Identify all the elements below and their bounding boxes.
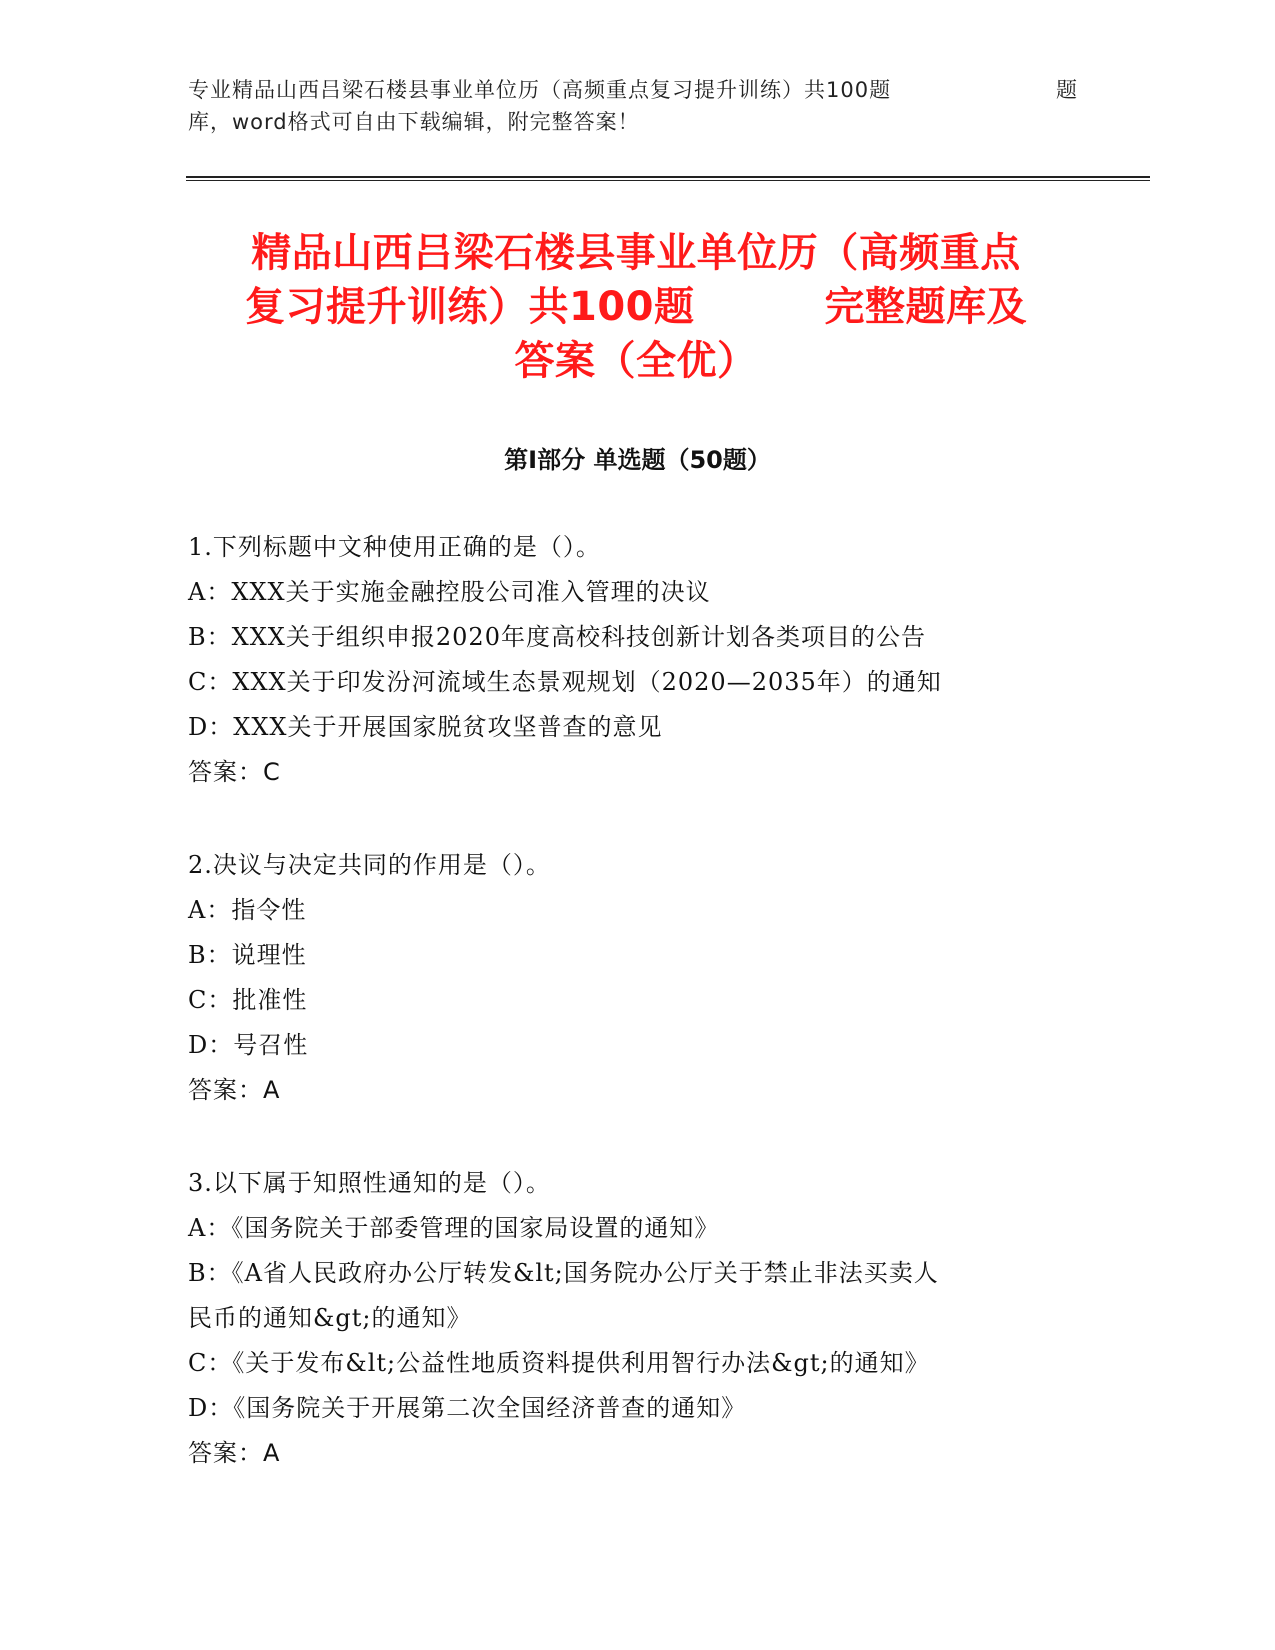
option-a: A：XXX关于实施金融控股公司准入管理的决议 [188,578,711,606]
title-line-2-right: 完整题库及 [824,284,1027,330]
option-d: D：XXX关于开展国家脱贫攻坚普查的意见 [188,713,663,741]
option-c: C：《关于发布&lt;公益性地质资料提供利用智行办法&gt;的通知》 [188,1349,930,1377]
title-line-1: 精品山西吕梁石楼县事业单位历（高频重点 [251,230,1021,276]
header-note-line1-tail: 题 [1056,78,1078,102]
header-note-line2: 库，word格式可自由下载编辑，附完整答案！ [188,110,640,134]
option-d: D：号召性 [188,1031,309,1059]
question-1 [188,525,1088,795]
header-divider [186,176,1150,181]
option-c: C：批准性 [188,986,308,1014]
question-stem: 2.决议与决定共同的作用是（）。 [188,851,551,879]
title-line-2 [186,280,1086,334]
option-b-continued: 民币的通知&gt;的通知》 [188,1304,472,1332]
option-b: B：说理性 [188,941,307,969]
answer: 答案：A [188,1439,281,1467]
option-b: B：XXX关于组织申报2020年度高校科技创新计划各类项目的公告 [188,623,926,651]
question-3 [188,1161,1088,1476]
document-title [186,226,1086,388]
option-d: D：《国务院关于开展第二次全国经济普查的通知》 [188,1394,747,1422]
title-line-3: 答案（全优） [514,338,758,384]
question-stem: 1.下列标题中文种使用正确的是（）。 [188,533,601,561]
title-line-2-left: 复习提升训练）共100题 [245,284,695,330]
answer: 答案：A [188,1076,281,1104]
section-title: 第Ⅰ部分 单选题（50题） [504,446,771,474]
answer: 答案：C [188,758,281,786]
question-stem: 3.以下属于知照性通知的是（）。 [188,1169,551,1197]
option-a: A：指令性 [188,896,307,924]
option-b: B：《A省人民政府办公厅转发&lt;国务院办公厅关于禁止非法买卖人 [188,1259,939,1287]
question-2 [188,843,1088,1113]
option-a: A：《国务院关于部委管理的国家局设置的通知》 [188,1214,720,1242]
header-note [188,74,1078,138]
option-c: C：XXX关于印发汾河流域生态景观规划（2020—2035年）的通知 [188,668,942,696]
header-note-line1: 专业精品山西吕梁石楼县事业单位历（高频重点复习提升训练）共100题 [188,78,892,102]
